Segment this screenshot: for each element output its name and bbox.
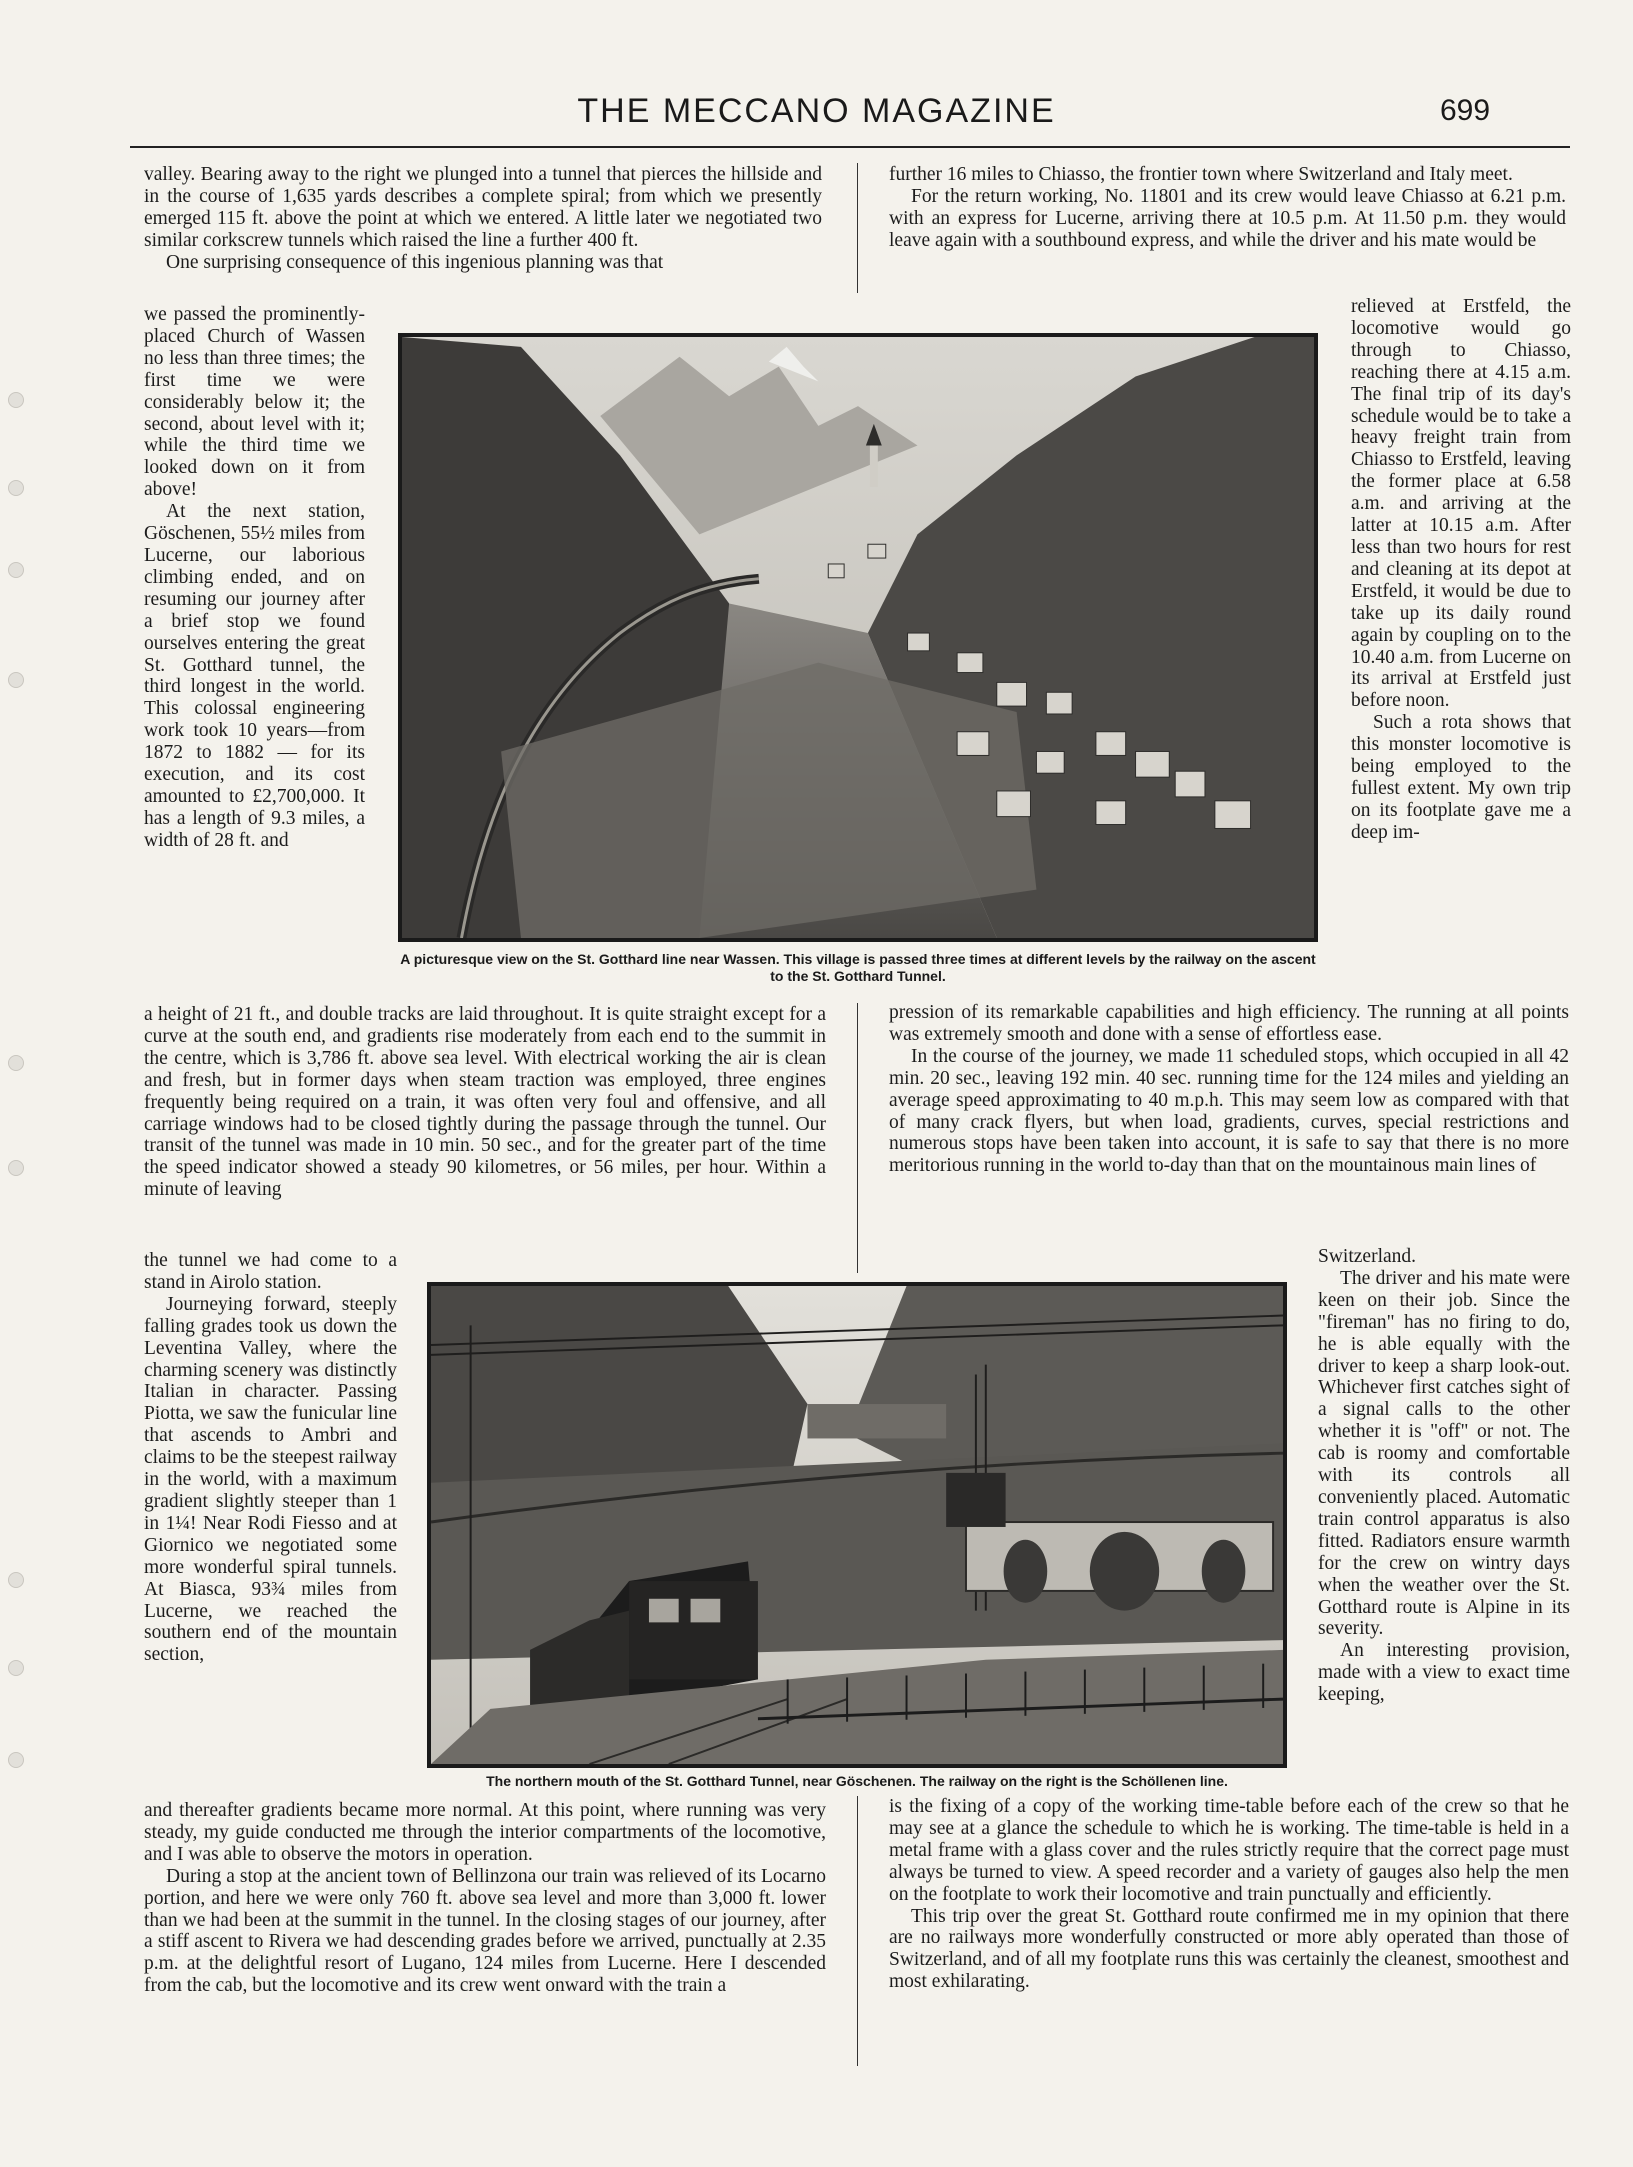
header-rule: [130, 146, 1570, 148]
paragraph: a height of 21 ft., and double tracks are laid throughout. It is quite straight except for a curve at the south end, and gradients rise moderately from each end to the summit in the centre, which is 3,786 ft. above sea level. With electrical working the air is clean and fresh, but in former days when steam traction was employed, three engines frequently being required on a train, it was often very foul and offensive, and all carriage windows had to be closed tightly during the passage through the tunnel. Our transit of the tunnel was made in 10 min. 50 sec., and for the greater part of the time the speed indicator showed a steady 90 kilometres, or 56 miles, per hour. Within a minute of leaving: [144, 1004, 826, 1201]
photo-wassen-caption: A picturesque view on the St. Gotthard line near Wassen. This village is passed three times at different levels by the railway on the ascent to the St. Gotthard Tunnel.: [400, 951, 1316, 984]
column-divider: [857, 163, 858, 293]
magazine-title: THE MECCANO MAGAZINE: [577, 92, 1056, 130]
photo-tunnel-caption: The northern mouth of the St. Gotthard Tunnel, near Göschenen. The railway on the right is the Schöllenen line.: [486, 1773, 1228, 1789]
right-column-top: [889, 164, 1566, 252]
punch-hole: [8, 1752, 24, 1768]
paragraph: Journeying forward, steeply falling grades took us down the Leventina Valley, where the charming scenery was distinctly Italian in character. Passing Piotta, we saw the funicular line that ascends to Ambri and claims to be the steepest railway in the world, with a maximum gradient slightly steeper than 1 in 1¼! Near Rodi Fiesso and at Giornico we negotiated some more wonderful spiral tunnels. At Biasca, 93¾ miles from Lucerne, we reached the southern end of the mountain section,: [144, 1293, 397, 1666]
punch-hole: [8, 480, 24, 496]
left-narrow-column-1: [144, 304, 365, 852]
paragraph: One surprising consequence of this ingenious planning was that: [166, 251, 664, 273]
right-column-bottom: [889, 1796, 1569, 1993]
paragraph: the tunnel we had come to a stand in Airolo station.: [144, 1250, 397, 1293]
photo-tunnel-mouth: [427, 1282, 1287, 1768]
punch-hole: [8, 562, 24, 578]
page-number: 699: [1440, 94, 1491, 127]
left-narrow-column-2: [144, 1250, 397, 1666]
paragraph: is the fixing of a copy of the working time-table before each of the crew so that he may see at a glance the schedule to which he is working. The time-table is held in a metal frame with a glass cover and the rules strictly require that the correct page must always be turned to view. A speed recorder and a variety of gauges also help the men on the footplate to work their locomotive and train punctually and efficiently.: [889, 1796, 1569, 1905]
right-narrow-column-1: [1351, 296, 1571, 844]
paragraph: At the next station, Göschenen, 55½ miles from Lucerne, our laborious climbing ended, and on resuming our journey after a brief stop we found ourselves entering the great St. Gotthard tunnel, the third longest in the world. This colossal engineering work took 10 years—from 1872 to 1882 — for its execution, and its cost amounted to £2,700,000. It has a length of 9.3 miles, a width of 28 ft. and: [144, 501, 365, 851]
right-narrow-column-2: [1318, 1246, 1570, 1706]
paragraph: The driver and his mate were keen on their job. Since the "fireman" has no firing to do, he is able equally with the driver to keep a sharp look-out. Whichever first catches sight of a signal calls to the other whether it is "off" or not. The cab is roomy and comfortable with its controls all conveniently placed. Automatic train control apparatus is also fitted. Radiators ensure warmth for the crew on wintry days when the weather over the St. Gotthard route is Alpine in its severity.: [1318, 1267, 1570, 1640]
paragraph: This trip over the great St. Gotthard route confirmed me in my opinion that there are no railways more wonderfully constructed or more ably operated than those of Switzerland, and of all my footplate runs this was certainly the cleanest, smoothest and most exhilarating.: [889, 1905, 1569, 1993]
punch-hole: [8, 1572, 24, 1588]
punch-hole: [8, 672, 24, 688]
paragraph: relieved at Erstfeld, the locomotive would go through to Chiasso, reaching there at 4.15 a.m. The final trip of its day's schedule would be to take a heavy freight train from Chiasso to Erstfeld, leaving the former place at 6.58 a.m. and arriving at the latter at 10.15 a.m. After less than two hours for rest and cleaning at its depot at Erstfeld, it would be due to take up its daily round again by coupling on to the 10.40 a.m. from Lucerne on its arrival at Erstfeld just before noon.: [1351, 296, 1571, 712]
left-column-middle: [144, 1004, 826, 1201]
valley-landscape-image: [402, 337, 1314, 938]
paragraph: During a stop at the ancient town of Bellinzona our train was relieved of its Locarno portion, and here we were only 760 ft. above sea level and more than 3,000 ft. lower than we had been at the summit in the tunnel. In the closing stages of our journey, after a stiff ascent to Rivera we had descending grades before we arrived, punctually at 2.35 p.m. at the delightful resort of Lugano, 124 miles from Lucerne. Here I descended from the cab, but the locomotive and its crew went onward with the train a: [144, 1865, 826, 1997]
column-divider: [857, 1796, 858, 2066]
paragraph: pression of its remarkable capabilities and high efficiency. The running at all points was extremely smooth and done with a sense of effortless ease.: [889, 1002, 1569, 1045]
column-divider: [857, 1003, 858, 1273]
paragraph: For the return working, No. 11801 and its crew would leave Chiasso at 6.21 p.m. with an express for Lucerne, arriving there at 10.5 p.m. At 11.50 p.m. they would leave again with a southbound express, and while the driver and his mate would be: [889, 185, 1566, 251]
paragraph: An interesting provision, made with a view to exact time keeping,: [1318, 1640, 1570, 1706]
punch-hole: [8, 392, 24, 408]
left-column-top: [144, 164, 822, 274]
left-column-bottom: [144, 1800, 826, 1997]
paragraph: In the course of the journey, we made 11 scheduled stops, which occupied in all 42 min. 20 sec., leaving 192 min. 40 sec. running time for the 124 miles and yielding an average speed approximating to 40 m.p.h. This may seem low as compared with that of many crack flyers, but when load, gradients, curves, special restrictions and numerous stops have been taken into account, it is safe to say that there is no more meritorious running in the world to-day than that on the mountainous main lines of: [889, 1045, 1569, 1177]
punch-hole: [8, 1160, 24, 1176]
paragraph: and thereafter gradients became more normal. At this point, where running was very steady, my guide conducted me through the interior compartments of the locomotive, and I was able to observe the motors in operation.: [144, 1800, 826, 1865]
paragraph: we passed the prominently-placed Church of Wassen no less than three times; the first time we were considerably below it; the second, about level with it; while the third time we looked down on it from above!: [144, 304, 365, 501]
paragraph: further 16 miles to Chiasso, the frontier town where Switzerland and Italy meet.: [889, 164, 1513, 185]
paragraph: valley. Bearing away to the right we plunged into a tunnel that pierces the hillside and in the course of 1,635 yards describes a complete spiral; from which we presently emerged 115 ft. above the point at which we entered. A little later we negotiated two similar corkscrew tunnels which raised the line a further 400 ft.: [144, 164, 822, 251]
tunnel-locomotive-image: [431, 1286, 1283, 1764]
punch-hole: [8, 1660, 24, 1676]
paragraph: Switzerland.: [1318, 1246, 1417, 1267]
paragraph: Such a rota shows that this monster locomotive is being employed to the fullest extent. My own trip on its footplate gave me a deep im-: [1351, 712, 1571, 843]
right-column-middle: [889, 1002, 1569, 1177]
photo-wassen-valley: [398, 333, 1318, 942]
punch-hole: [8, 1055, 24, 1071]
